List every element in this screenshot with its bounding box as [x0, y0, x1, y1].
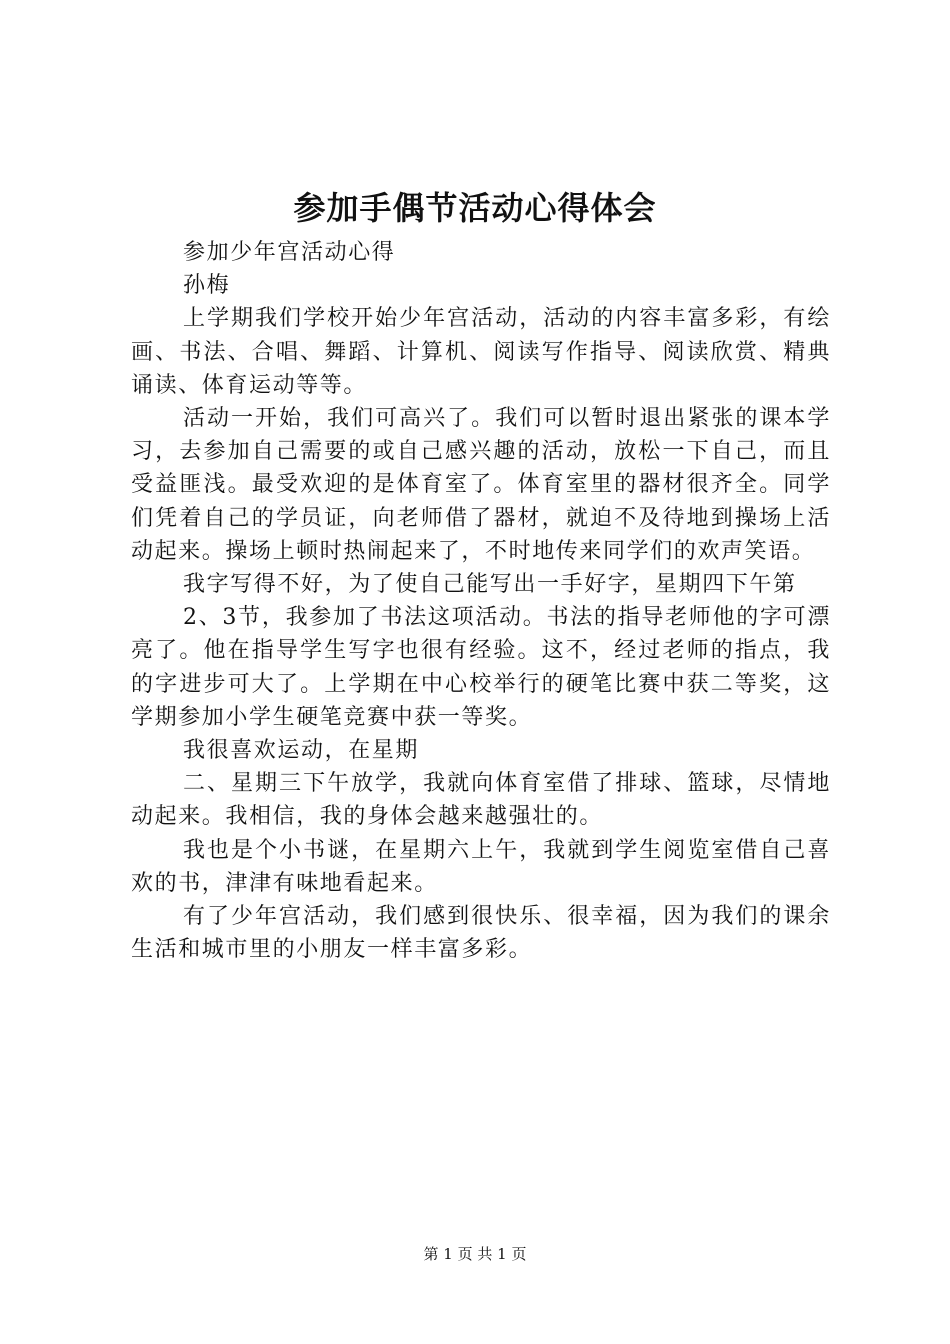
body-paragraph: 2、3节，我参加了书法这项活动。书法的指导老师他的字可漂亮了。他在指导学生写字也很有经验。这不，经过老师的指点，我的字进步可大了。上学期在中心校举行的硬笔比赛中获二等奖，这学期参加小学生硬笔竞赛中获一等奖。 — [131, 605, 831, 730]
body-paragraph: 二、星期三下午放学，我就向体育室借了排球、篮球，尽情地动起来。我相信，我的身体会越来越强壮的。 — [131, 771, 831, 830]
body-paragraph: 活动一开始，我们可高兴了。我们可以暂时退出紧张的课本学习，去参加自己需要的或自己感兴趣的活动，放松一下自己，而且受益匪浅。最受欢迎的是体育室了。体育室里的器材很齐全。同学们凭着自己的学员证，向老师借了器材，就迫不及待地到操场上活动起来。操场上顿时热闹起来了，不时地传来同学们的欢声笑语。 — [131, 406, 831, 564]
body-paragraph: 我字写得不好，为了使自己能写出一手好字，星期四下午第 — [183, 572, 797, 598]
page-number-footer: 第 1 页 共 1 页 — [423, 1245, 527, 1263]
body-paragraph: 上学期我们学校开始少年宫活动，活动的内容丰富多彩，有绘画、书法、合唱、舞蹈、计算机、阅读写作指导、阅读欣赏、精典诵读、体育运动等等。 — [131, 306, 831, 398]
body-paragraph: 我也是个小书谜，在星期六上午，我就到学生阅览室借自己喜欢的书，津津有味地看起来。 — [131, 837, 831, 896]
body-paragraph: 我很喜欢运动，在星期 — [183, 738, 420, 764]
document-body — [131, 236, 831, 966]
subtitle-paragraph: 参加少年宫活动心得 — [183, 240, 396, 265]
body-paragraph: 有了少年宫活动，我们感到很快乐、很幸福，因为我们的课余生活和城市里的小朋友一样丰富多彩。 — [131, 904, 831, 963]
author-paragraph: 孙梅 — [183, 273, 231, 299]
document-title: 参加手偶节活动心得体会 — [293, 189, 657, 227]
